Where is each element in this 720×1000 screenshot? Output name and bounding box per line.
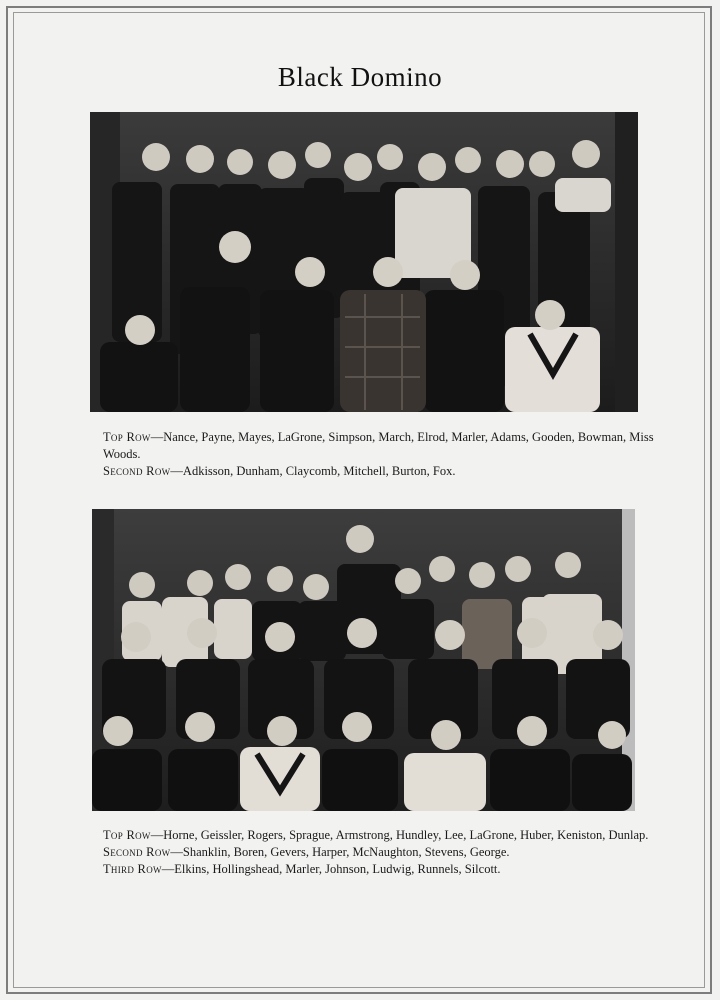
caption-bottom-photo bbox=[76, 827, 670, 878]
group-photo-top bbox=[90, 112, 638, 412]
caption-row-names: —Adkisson, Dunham, Claycomb, Mitchell, Burton, Fox. bbox=[170, 464, 456, 478]
caption-row-label: Top Row bbox=[103, 430, 151, 444]
caption-row-label: Second Row bbox=[103, 464, 171, 478]
page-title: Black Domino bbox=[277, 62, 443, 92]
group-photo-top-image bbox=[90, 112, 638, 412]
caption-row-label: Third Row bbox=[103, 862, 162, 876]
caption-row-names: —Elkins, Hollingshead, Marler, Johnson, Ludwig, Runnels, Silcott. bbox=[161, 862, 501, 876]
group-photo-bottom bbox=[92, 509, 635, 811]
group-photo-bottom-image bbox=[92, 509, 635, 811]
caption-row-label: Top Row bbox=[103, 828, 151, 842]
caption-row-names: —Shanklin, Boren, Gevers, Harper, McNaughton, Stevens, George. bbox=[170, 845, 510, 859]
caption-row-label: Second Row bbox=[103, 845, 171, 859]
caption-top-photo bbox=[76, 429, 670, 480]
caption-row-names: —Nance, Payne, Mayes, LaGrone, Simpson, March, Elrod, Marler, Adams, Gooden, Bowman, Miss Woods. bbox=[103, 430, 654, 461]
caption-row-names: —Horne, Geissler, Rogers, Sprague, Armstrong, Hundley, Lee, LaGrone, Huber, Keniston, Dunlap. bbox=[150, 828, 649, 842]
